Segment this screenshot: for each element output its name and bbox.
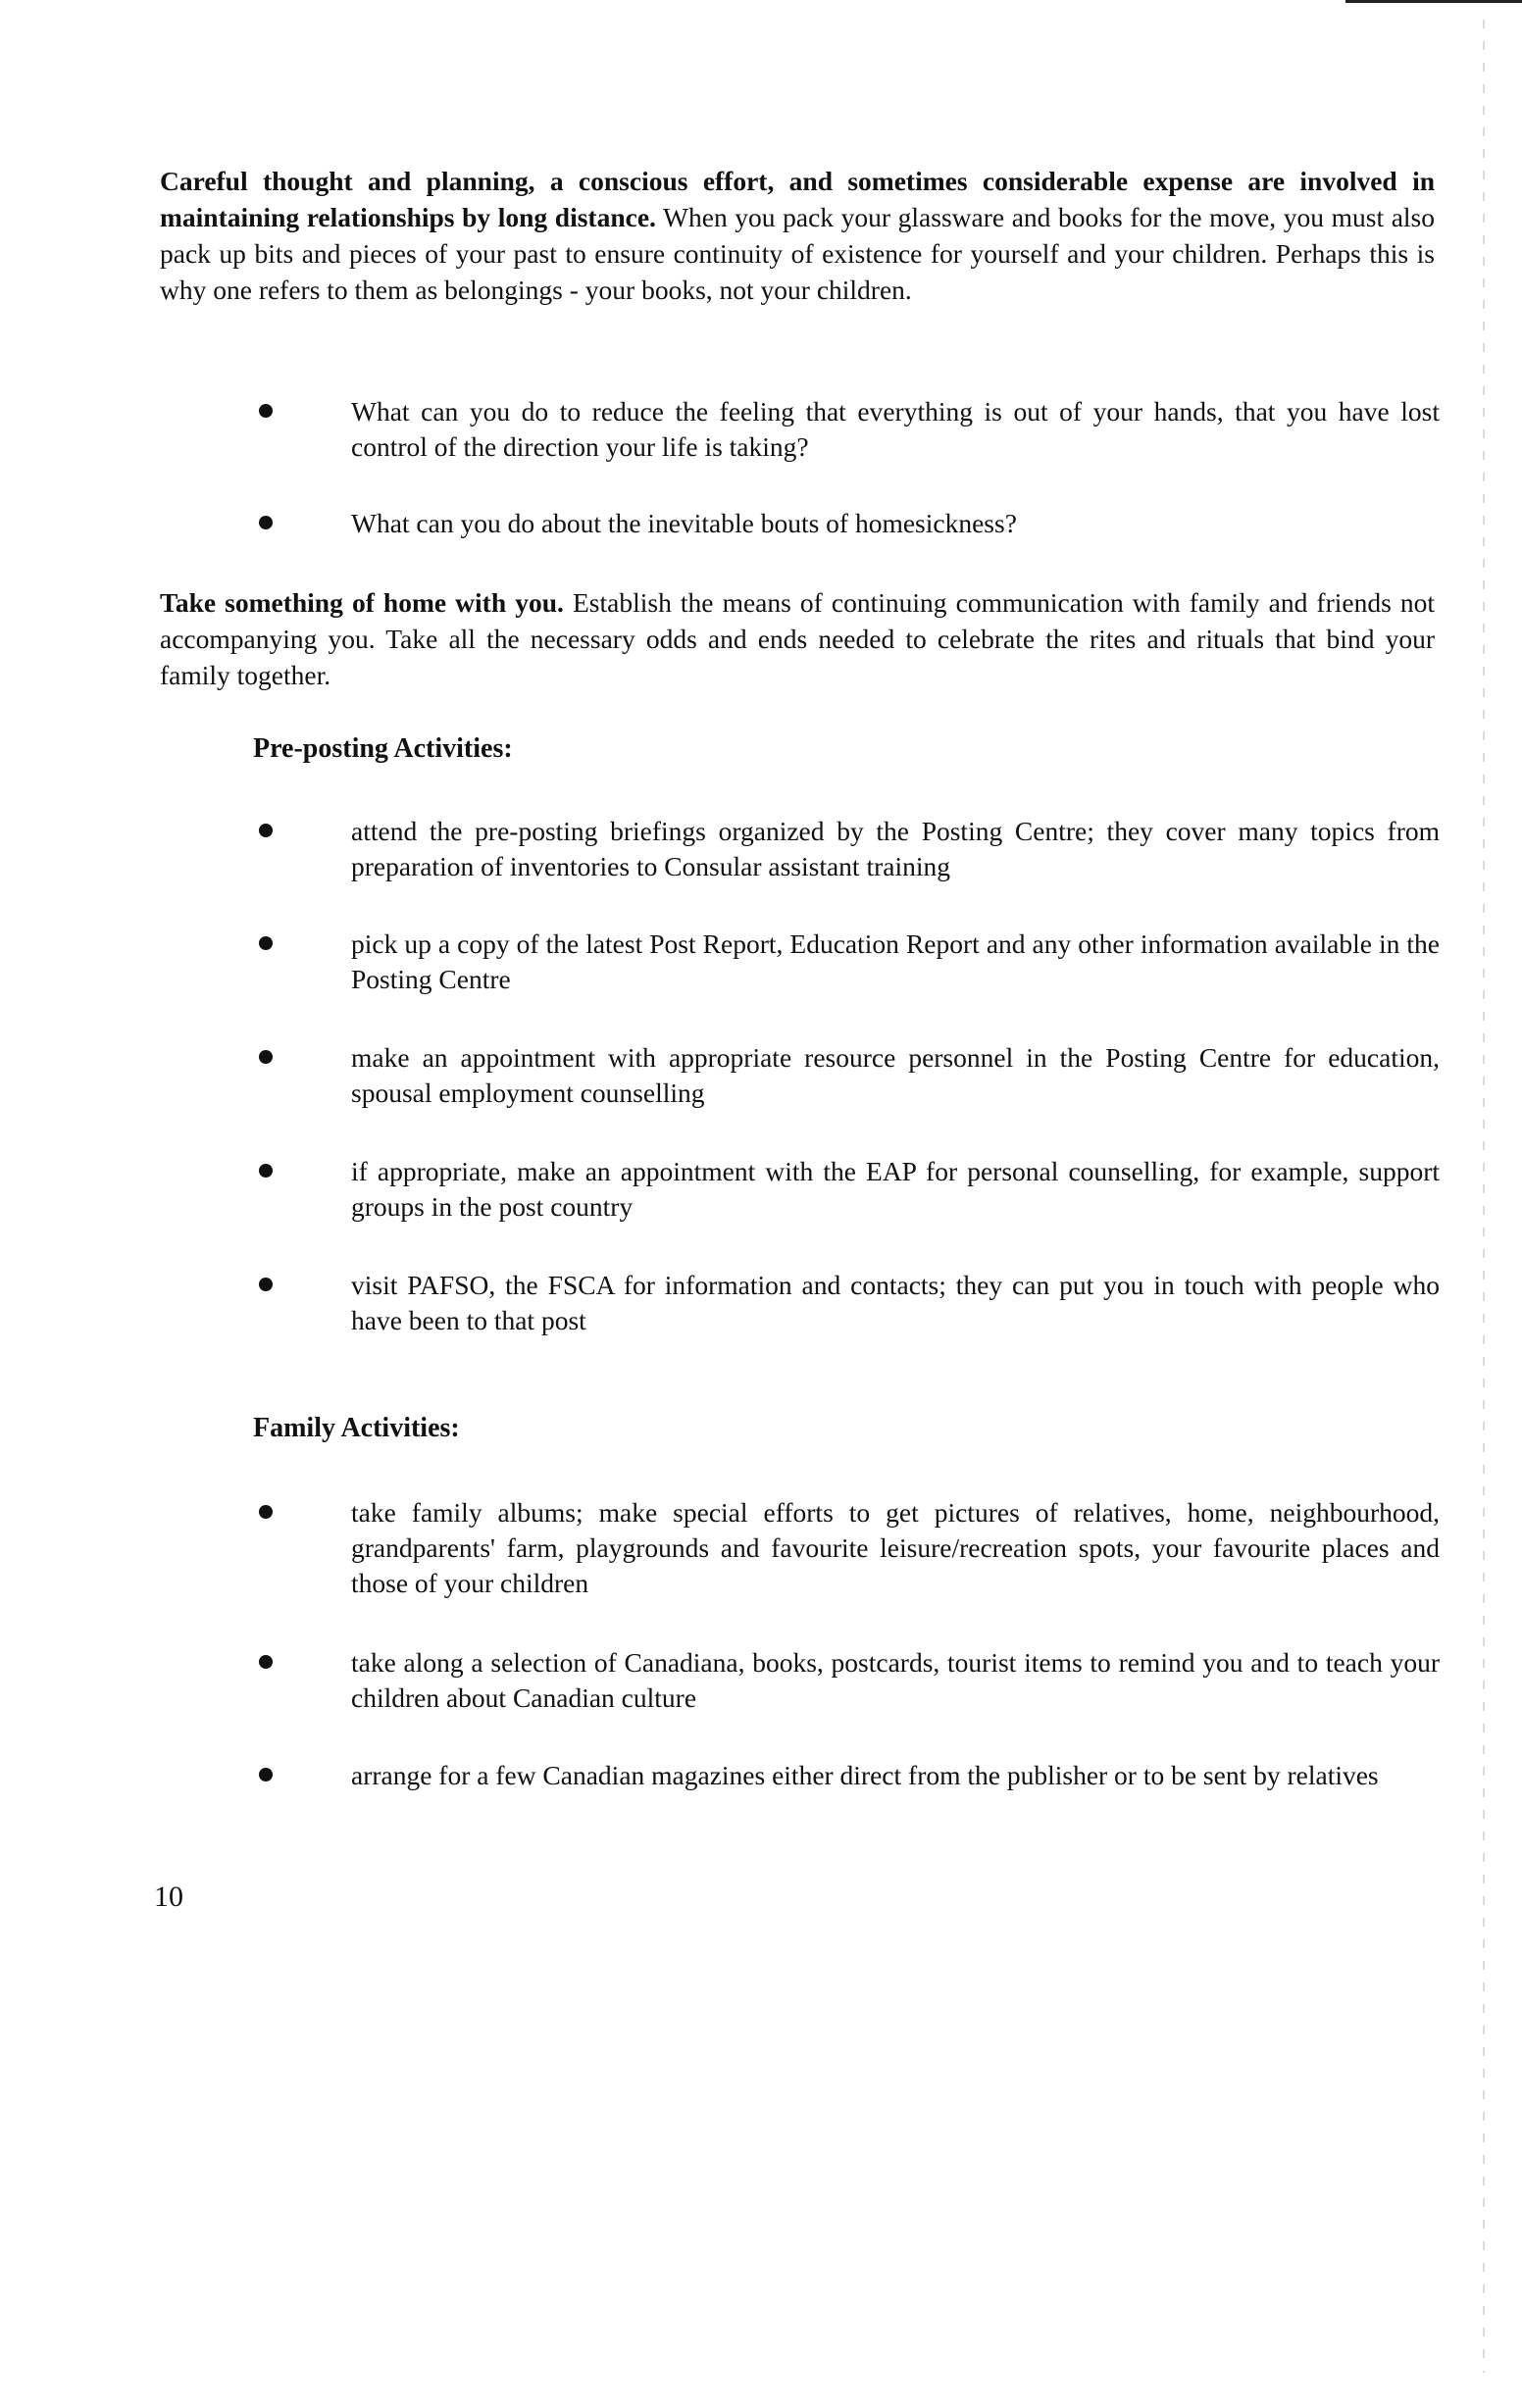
intro-bold-lead: Careful thought and planning, a conscious effort, and sometimes considerable expense are involved in maintaining relationships by long distance. bbox=[160, 166, 1435, 232]
take-home-bold-lead: Take something of home with you. bbox=[160, 587, 564, 618]
pre-posting-item-text: pick up a copy of the latest Post Report, Education Report and any other information available in the Posting Centre bbox=[351, 928, 1440, 994]
pre-posting-item-text: visit PAFSO, the FSCA for information and contacts; they can put you in touch with people who have been to that post bbox=[351, 1270, 1440, 1335]
bullet-icon bbox=[259, 1278, 273, 1291]
bullet-icon bbox=[259, 404, 273, 418]
family-heading: Family Activities: bbox=[253, 1413, 460, 1443]
pre-posting-item bbox=[253, 1268, 1440, 1338]
family-item-text: arrange for a few Canadian magazines either direct from the publisher or to be sent by relatives bbox=[351, 1760, 1379, 1790]
bullet-icon bbox=[259, 1768, 273, 1781]
family-item bbox=[253, 1758, 1440, 1793]
family-item-text: take family albums; make special efforts to get pictures of relatives, home, neighbourhood, grandparents' farm, playgrounds and favourite leisure/recreation spots, your favourite places and those of your children bbox=[351, 1497, 1440, 1598]
bullet-icon bbox=[259, 936, 273, 950]
bullet-icon bbox=[259, 824, 273, 837]
pre-posting-item-text: attend the pre-posting briefings organized by the Posting Centre; they cover many topics from preparation of inventories to Consular assistant training bbox=[351, 816, 1440, 881]
bullet-icon bbox=[259, 1050, 273, 1064]
bullet-icon bbox=[259, 1655, 273, 1669]
bullet-icon bbox=[259, 516, 273, 529]
take-home-paragraph bbox=[160, 584, 1435, 693]
pre-posting-item bbox=[253, 927, 1440, 997]
pre-posting-item-text: make an appointment with appropriate resource personnel in the Posting Centre for education, spousal employment counselling bbox=[351, 1042, 1440, 1108]
pre-posting-heading: Pre-posting Activities: bbox=[253, 733, 513, 764]
family-item bbox=[253, 1495, 1440, 1601]
intro-text: When you pack your glassware and books for the move, you must also pack up bits and pieces of your past to ensure continuity of existence for yourself and your children. Perhaps this is why one refers to them as belongings - your books, not your children. bbox=[160, 202, 1435, 305]
pre-posting-item-text: if appropriate, make an appointment with the EAP for personal counselling, for example, support groups in the post country bbox=[351, 1156, 1440, 1222]
question-item bbox=[253, 394, 1440, 465]
pre-posting-item bbox=[253, 1154, 1440, 1225]
pre-posting-item bbox=[253, 1040, 1440, 1111]
family-item bbox=[253, 1645, 1440, 1716]
page-number: 10 bbox=[154, 1881, 183, 1913]
bullet-icon bbox=[259, 1505, 273, 1519]
family-item-text: take along a selection of Canadiana, books, postcards, tourist items to remind you and to teach your children about Canadian culture bbox=[351, 1647, 1440, 1713]
question-text: What can you do about the inevitable bouts of homesickness? bbox=[351, 508, 1017, 538]
top-edge-rule bbox=[1345, 0, 1522, 3]
bullet-icon bbox=[259, 1164, 273, 1178]
intro-paragraph bbox=[160, 163, 1435, 308]
scan-margin-dots bbox=[1483, 20, 1485, 2373]
question-text: What can you do to reduce the feeling that everything is out of your hands, that you have lost control of the direction your life is taking? bbox=[351, 396, 1440, 462]
pre-posting-item bbox=[253, 814, 1440, 884]
question-item bbox=[253, 506, 1440, 541]
take-home-text: Establish the means of continuing communication with family and friends not accompanying you. Take all the necessary odds and ends needed to celebrate the rites and rituals that bind your family together. bbox=[160, 587, 1436, 690]
